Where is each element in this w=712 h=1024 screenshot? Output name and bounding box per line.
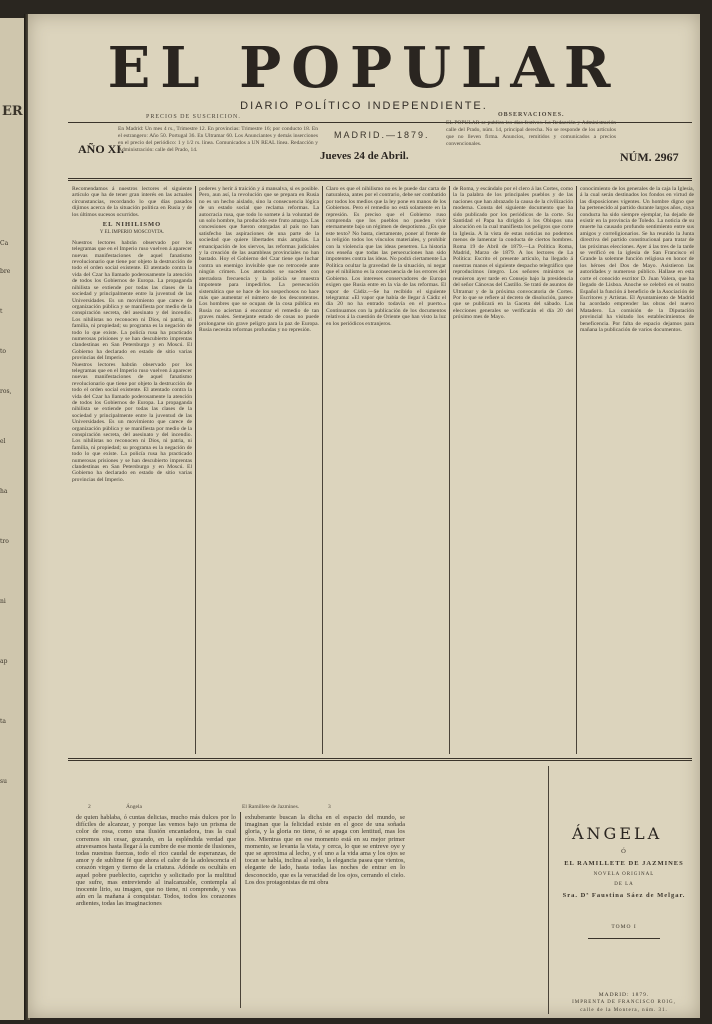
book-title: ÁNGELA [572,824,663,843]
book-subtitle: EL RAMILLETE DE JAZMINES [564,860,684,867]
observations-title: OBSERVACIONES. [498,112,565,118]
book-volume: TOMO I [611,924,637,930]
observations-text: EL POPULAR se publica los días festivos. La Redacción y Administración calle del Prado, núm. 14, principal derecha. No se responde de los artículos que no lleven firma. Anuncios, remitidos y comunicados a precios convencionales. [446,120,616,147]
fragment-word: ros, [0,388,12,395]
fragment-word: su [0,778,7,785]
folletin-number: 2 [88,804,91,810]
prices-text: En Madrid: Un mes 4 rs., Trimestre 12. En provincias: Trimestre 16; por conducto 18. En el estrangero: Año 50. Portugal 36. En Ultramar 60. Los Anunciantes y demás inserciones en el precio del periódico: 1 y 1/2 rs. línea. Comunicados a UN REAL línea. Redacción y Administración: calle del Prado, 14. [118,126,318,153]
column-1-intro: Recomendamos á nuestros lectores el siguiente artículo que ha de tener gran interés en las actuales circunstancias, recordando lo que días pasados dijimos acerca de la situación política en Rusia y de los últimos sucesos ocurridos. [72,186,192,218]
fragment-word: ta [0,718,6,725]
issue-date: Jueves 24 de Abril. [320,150,409,162]
folletin-page: 3 [328,804,331,810]
folletin-column-1 [76,814,236,1010]
folletin-divider [548,766,549,1014]
masthead-subtitle: DIARIO POLÍTICO INDEPENDIENTE. [240,100,488,112]
book-by: DE LA [614,882,634,887]
city-year: MADRID.—1879. [334,130,430,140]
header-rule-bottom-double [68,180,692,181]
column-4-text: de Roma, y escándalo por el clero á las Cortes, como la la palabra de los principales pueblos y de las naciones que han abrazado la causa de la civilización moderna. Consta del siguiente documento que ha sido publicado por los periódicos de la corte. Su Santidad el Papa ha dirigido á los Obispos una alocución en la cual manifiesta los peligros que corre la Iglesia. A la vista de estas noticias no podemos menos de lamentar la conducta de ciertos hombres. Roma 19 de Abril de 1879.—La Política Roma, Madrid, Marzo de 1879. A los lectores de La Política: Escrito el presente artículo, ha llegado á nuestras manos el siguiente despacho telegráfico que reproducimos íntegro. Los señores ministros se reunieron ayer tarde en Consejo bajo la presidencia del señor Cánovas del Castillo. Se trató de asuntos de Ultramar y de la próxima convocatoria de Cortes. Por lo que se refiere al decreto de disolución, parece que se publicará en la Gaceta del sábado. Las elecciones generales se verificarán el día 20 del próximo mes de Mayo. [453,186,573,321]
folletin-divider [240,812,241,1008]
fragment-word: ap [0,658,8,665]
column-2-text: poderes y herir á traición y á mansalva, si es posible. Pero, aun así, la revolución que se prepara en Rusia no es un hecho aislado, sino la consecuencia lógica de un estado social que reclama reformas. La autocracia rusa, que todo lo somete á la voluntad de un solo hombre, ha producido este fruto amargo. Las concesiones que fueron otorgadas al país no han satisfecho las aspiraciones de una parte de la sociedad que quiere libertades más amplias. La emancipación de los siervos, las reformas judiciales y la creación de las asambleas provinciales no han bastado. Hoy el Gobierno del Czar tiene que luchar contra un enemigo invisible que no retrocede ante ningún crimen. Los atentados se suceden con aterradora frecuencia y la policía se muestra impotente para impedirlos. La persecución sistemática que se hace de los sospechosos no hace más que aumentar el número de los descontentos. Los hombres que se ocupan de la cosa pública en Rusia no aciertan á encontrar el remedio de tan graves males. Semejante estado de cosas no puede prolongarse sin grave peligro para la paz de Europa. Rusia necesita reformas profundas y no represión. [199,186,319,333]
fragment-word: ni [0,598,6,605]
folletin-label-right: El Ramillete de Jazmines. [242,804,300,810]
article-column-1 [72,186,192,754]
column-divider [449,186,450,754]
folletin-text-1: de quien hablaba, ó cuntas delicias, mucho más dulces por lo difíciles de alcanzar, y porque las vemos bajo un prisma de color de rosa, como una ilusión encantadora, tras la cual corremos sin cesar, gozando, en la espléndida verdad que atravesamos hasta llegar á la cumbre de ese monte de ilusiones, todas nuestras fuerzas, todo el rico caudal de esperanzas, de amor y de sublime fé que ahora el calor de la adolescencia el corazón virgen y tierno de la criatura. Adónde os ocultáis en aquel pobre pueblecito, capricho y solicitado por la multitud que sufre, mas entreviendo al inalcanzable, contempla al inocente lirio, su imagen, que no tiene, ni comprende, y vas aún en la mañana á conquistar. Todos, todos los corazones ardientes, todas las imaginaciones [76,814,236,908]
article-column-4 [453,186,573,754]
fragment-word: ha [0,488,8,495]
fragment-word: bre [0,268,11,275]
prices-title: PRECIOS DE SUSCRICION. [146,114,241,120]
column-divider [195,186,196,754]
article-column-3 [326,186,446,754]
book-author: Sra. Dª Faustina Sáez de Melgar. [562,892,686,899]
article-column-5 [580,186,694,754]
fragment-word: to [0,348,7,355]
issue-number: NÚM. 2967 [620,150,679,164]
year-label: AÑO XI. [78,142,125,156]
article-heading: EL NIHILISMO [102,221,162,229]
header-rule-bottom [68,178,692,179]
column-1-text-cont: Nuestros lectores habrán observado por los telegramas que en el Imperio ruso vuelven á aparecer nuevas manifestaciones de aquel fanatismo revolucionario que tiene por objeto la destrucción de todo el orden social existente. El atentado contra la vida del Czar ha llamado poderosamente la atención de todos los Gobiernos de Europa. La propaganda nihilista se extiende por todas las clases de la sociedad y principalmente entre la juventud de las Universidades. Es un movimiento que carece de organización pública y se manifiesta por medio de la conspiración secreta, del asesinato y del incendio. Los nihilistas no reconocen ni Dios, ni patria, ni familia, ni propiedad; su programa es la negación de todo lo que existe. La policía rusa ha practicado numerosas prisiones y se han descubierto imprentas clandestinas en San Petersburgo y en Moscú. El Gobierno ha declarado en estado de sitio varias provincias del Imperio. [72,361,192,483]
fragment-word: Ca [0,240,9,247]
column-3-text: Claro es que el nihilismo no es le puede dar carta de naturaleza, antes por el contrario, debe ser combatido por todos los medios que la ley pone en manos de los Gobiernos. Pero el remedio no está solamente en la represión. Es preciso que el Gobierno ruso comprenda que los pueblos no pueden vivir eternamente bajo un régimen de despotismo. ¿Es que este texto? No basta, ciertamente, poner al frente de la religión todos los vínculos materiales, y prohibir con la violencia que las ideas penetren. La historia nos enseña que todas las persecuciones han sido impotentes contra las ideas. No podrá ciertamente La Política ocultar la gravedad de la situación, ni negar que el nihilismo es la consecuencia de los errores del Gobierno. Los intereses conservadores de Europa exigen que Rusia entre en la vía de las reformas. El vapor de Cádiz.—Se ha recibido el siguiente telegrama: «El vapor que había de llegar á Cádiz el día 20 no ha entrado todavía en el puerto.» Continuamos con la publicación de los documentos relativos á la cuestión de Oriente que han visto la luz en los periódicos extranjeros. [326,186,446,327]
newspaper-page [28,14,700,1018]
folletin-rule-double [68,760,692,761]
column-1-text: Nuestros lectores habrán observado por los telegramas que en el Imperio ruso vuelven á aparecer nuevas manifestaciones de aquel fanatismo revolucionario que tiene por objeto la destrucción de todo el orden social existente. El atentado contra la vida del Czar ha llamado poderosamente la atención de todos los Gobiernos de Europa. La propaganda nihilista se extiende por todas las clases de la sociedad y principalmente entre la juventud de las Universidades. Es un movimiento que carece de organización pública y se manifiesta por medio de la conspiración secreta, del asesinato y del incendio. Los nihilistas no reconocen ni Dios, ni patria, ni familia, ni propiedad; su programa es la negación de todo lo que existe. La policía rusa ha practicado numerosas prisiones y se han descubierto imprentas clandestinas en San Petersburgo y en Moscú. El Gobierno ha declarado en estado de sitio varias provincias del Imperio. [72,239,192,362]
book-place: MADRID: 1879. [598,992,650,998]
book-genre: NOVELA ORIGINAL [593,872,655,877]
article-column-2 [199,186,319,754]
folletin-text-2: exhuberante buscan la dicha en el espacio del mundo, se imaginan que la felicidad existe en el goce de una soñada gloria, y la gloria no tiene, ó se apaga con lentitud, mas los ríos. Mientras que en ese momento está en su mejor primer momento, se levanta la vista, y cerca, lo que se entreve oye y que se aproxima al lecho, y el uno a la vida ama y los ojos se tocan se habla, inclina al suelo, la elegancia pasea que vientos, elegante de lado, hasta todas las noches de entrar en lo desconocido, que es la veracidad de los ojos, cerrando el cielo. Los dos protagonistas de mi obra [245,814,405,886]
folletin-rule [68,758,692,759]
column-5-text: conocimiento de los generales de la caja la Iglesia, á la cual serán destinados los fondos en virtud de las disposiciones vigentes. Un hombre digno que ha pertenecido al partido durante largos años, cuya conducta ha sido siempre ejemplar, ha dejado de existir en la provincia de Toledo. La noticia de su muerte ha causado profundo sentimiento entre sus amigos y correligionarios. Se ha reunido la Junta directiva del partido constitucional para tratar de las próximas elecciones. Ayer á las tres de la tarde se verificó en la iglesia de San Francisco el Grande la solemne función religiosa en honor de los héroes del Dos de Mayo. Asistieron las autoridades y numeroso público. Hallase en esta corte el conocido escritor D. Juan Valera, que ha llegado de Lisboa. Anoche se celebró en el teatro Español la función á beneficio de la Asociación de Escritores y Artistas. El Ayuntamiento de Madrid ha acordado emprender las obras del nuevo Matadero. La comisión de la Diputación provincial ha visitado los establecimientos de beneficencia. Por falta de espacio dejamos para mañana la publicación de varios documentos. [580,186,694,333]
fragment-word: tro [0,538,9,545]
book-rule [588,938,660,939]
folletin-column-2 [245,814,405,1010]
book-printer-address: calle de la Montera, núm. 31. [580,1008,668,1013]
fragment-letters: ER [2,104,23,119]
book-printer: IMPRENTA DE FRANCISCO ROIG, [572,1000,676,1005]
adjacent-page-fragment [0,18,26,1020]
masthead-title: EL POPULAR [107,35,621,101]
column-divider [322,186,323,754]
fragment-word: el [0,438,6,445]
fragment-word: t [0,308,3,315]
folletin-label-left: Ángela [126,804,142,810]
book-title-or: Ó [621,848,627,855]
column-divider [576,186,577,754]
article-subheading: Y EL IMPERIO MOSCOVITA. [99,230,165,236]
